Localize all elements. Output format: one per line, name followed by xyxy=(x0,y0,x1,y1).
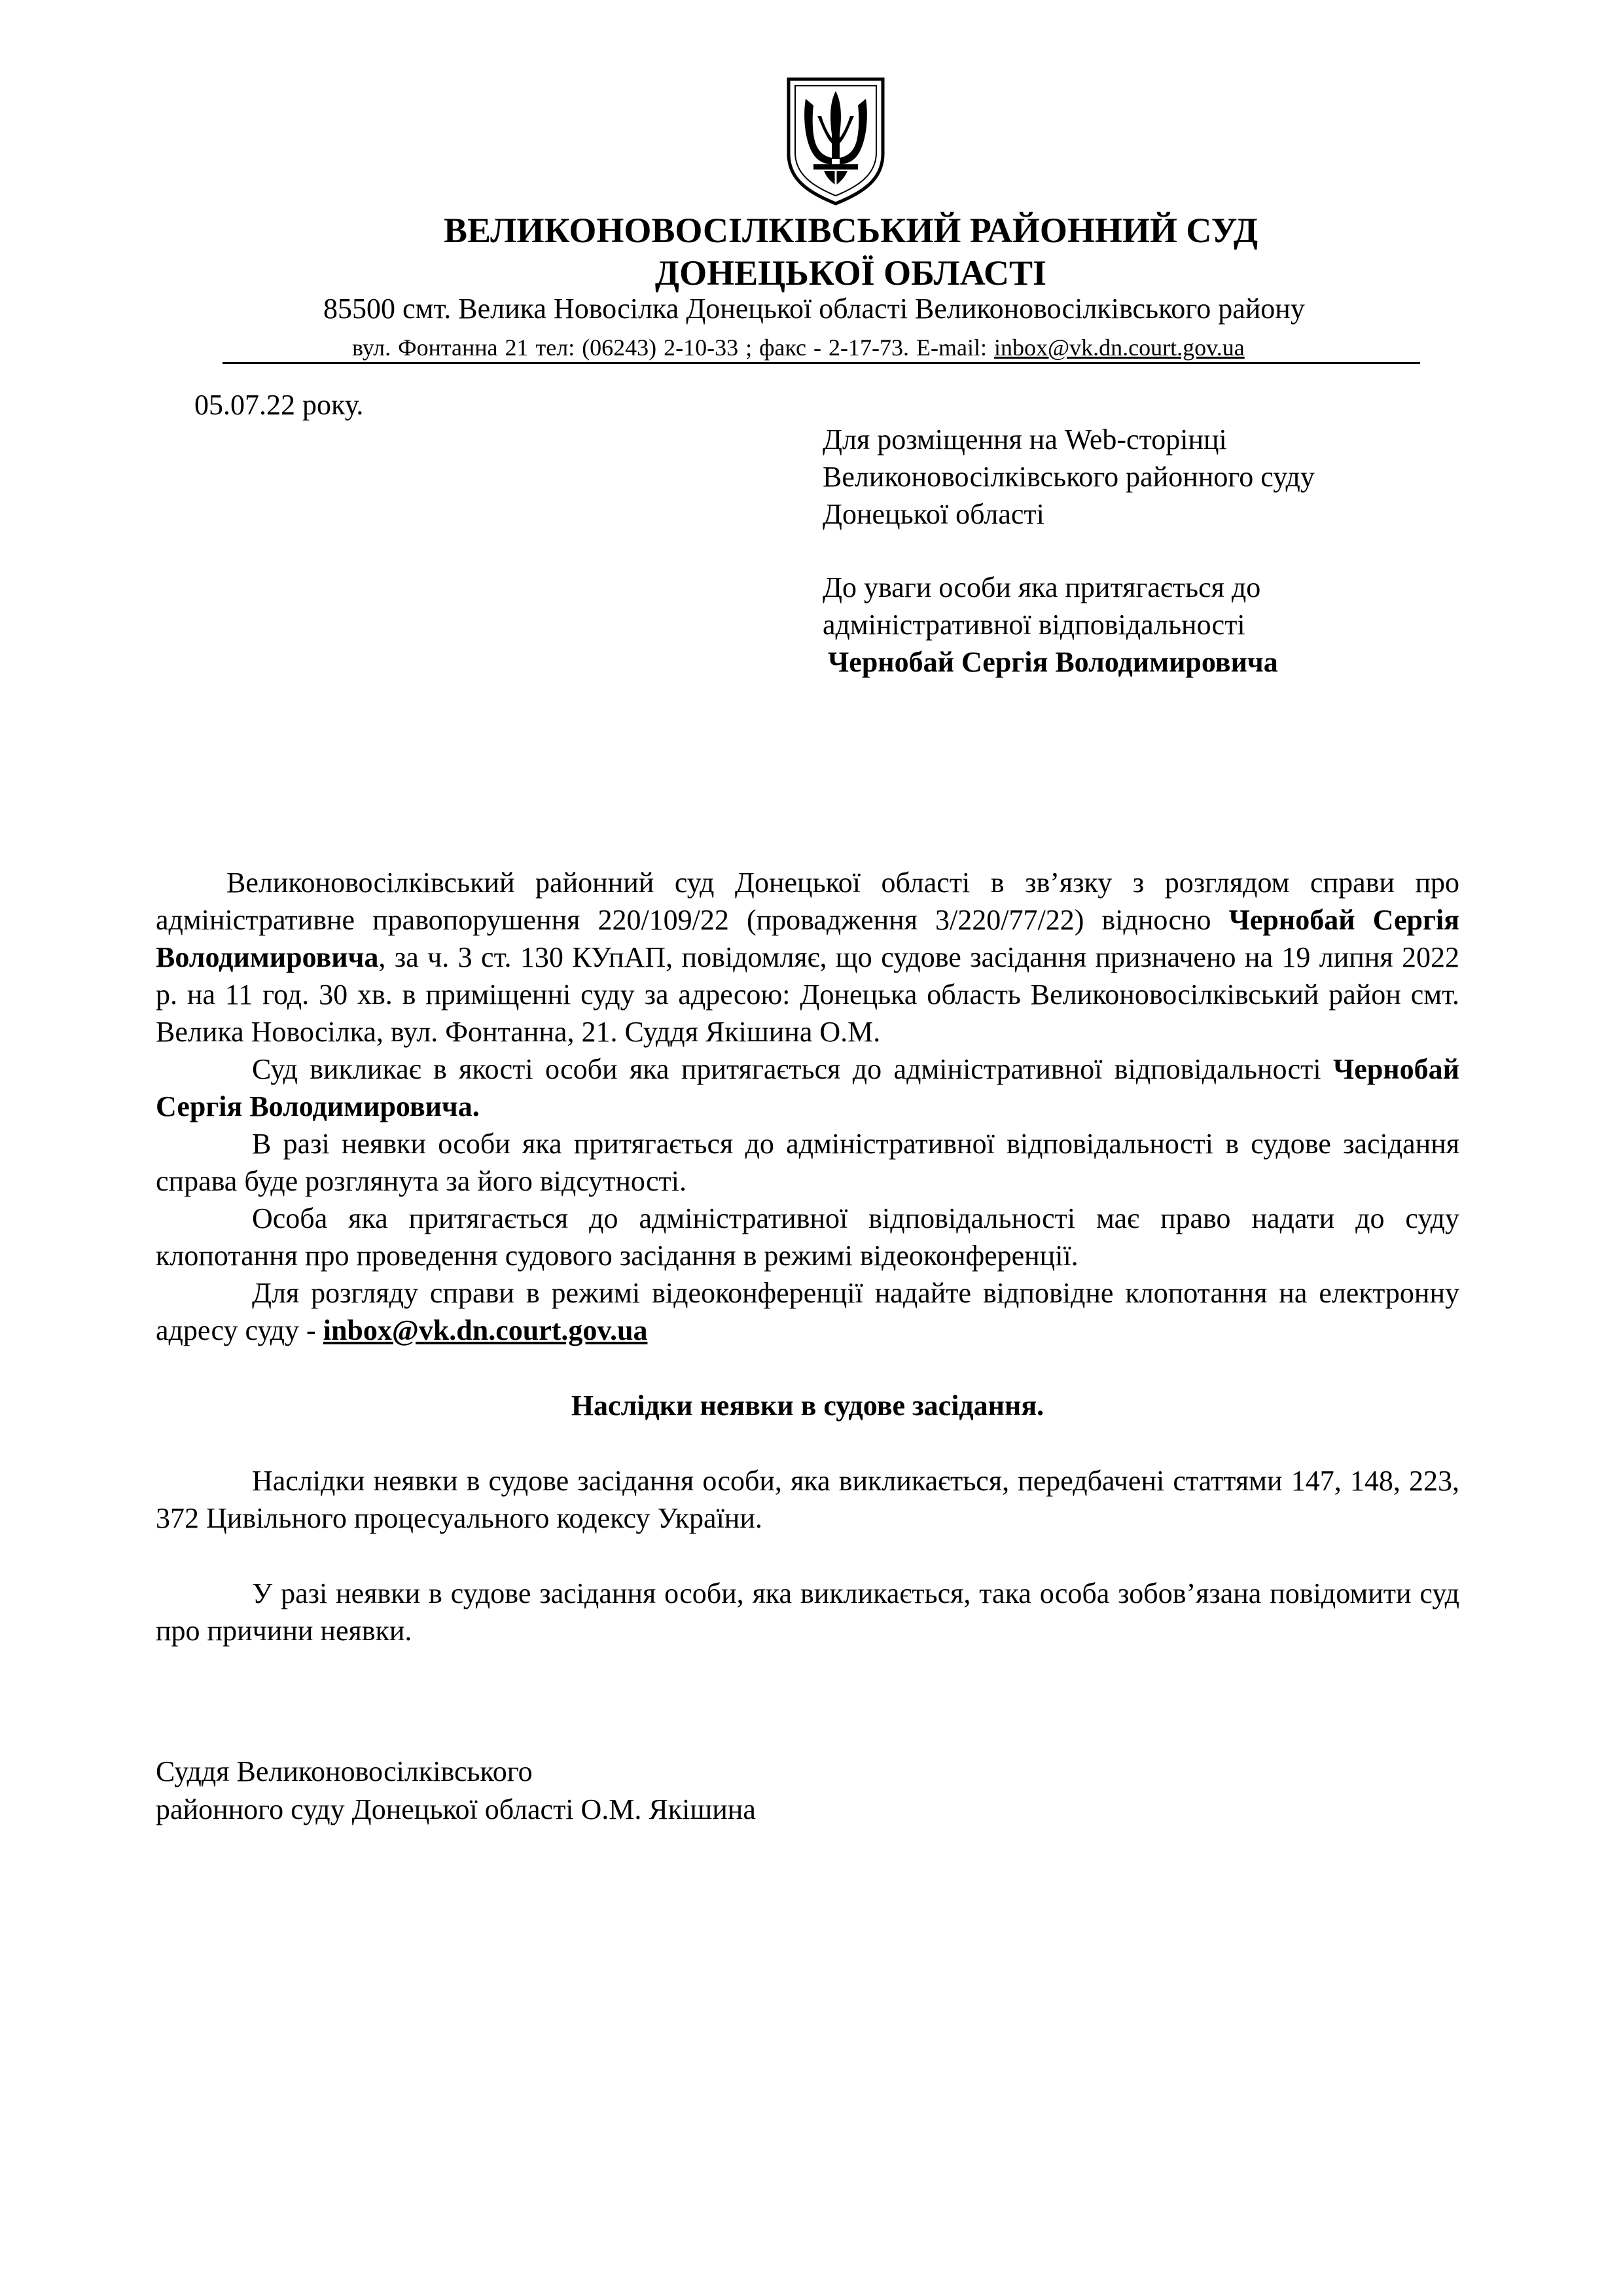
court-name-line-1: ВЕЛИКОНОВОСІЛКІВСЬКИЙ РАЙОННИЙ СУД xyxy=(443,211,1258,250)
addressee-block-person xyxy=(823,569,1278,681)
paragraph-video-right: Особа яка притягається до адміністративної відповідальності має право надати до суду клопотання про проведення судового засідання в режимі відеоконференції. xyxy=(156,1202,1459,1272)
notice-body xyxy=(156,864,1459,1649)
court-email-link[interactable]: inbox@vk.dn.court.gov.ua xyxy=(323,1314,648,1346)
consequences-heading: Наслідки неявки в судове засідання. xyxy=(571,1390,1044,1422)
addressee-line: Для розміщення на Web-сторінці xyxy=(823,423,1227,456)
paragraph-text: Великоновосілківський районний суд Донецької області в зв’язку з розглядом справи про адміністративне правопорушення 220/109/22 (провадження 3/220/77/22) відносно xyxy=(156,867,1459,936)
signature-line: Суддя Великоновосілківського xyxy=(156,1755,533,1787)
paragraph-text: Для розгляду справи в режимі відеоконференції надайте відповідне клопотання на електронну адресу суду - xyxy=(156,1277,1459,1346)
signature-line: районного суду Донецької області О.М. Якішина xyxy=(156,1793,756,1825)
addressee-line: адміністративної відповідальності xyxy=(823,609,1245,641)
judge-signature xyxy=(156,1753,756,1829)
addressee-line: Великоновосілківського районного суду xyxy=(823,461,1315,493)
court-contacts xyxy=(352,334,1245,361)
paragraph-absence: В разі неявки особи яка притягається до адміністративної відповідальності в судове засідання справа буде розглянута за його відсутності. xyxy=(156,1128,1459,1197)
person-name: Чернобай Сергія Володимировича xyxy=(156,904,1459,973)
header-email-link[interactable]: inbox@vk.dn.court.gov.ua xyxy=(993,334,1245,361)
contacts-text: вул. Фонтанна 21 тел: (06243) 2-10-33 ; факс - 2-17-73. E-mail: xyxy=(352,334,994,361)
paragraph-summons xyxy=(156,1050,1459,1125)
paragraph-consequences: Наслідки неявки в судове засідання особи, яка викликається, передбачені статтями 147, 148, 223, 372 Цивільного процесуального кодексу України. xyxy=(156,1465,1459,1534)
addressee-line: До уваги особи яка притягається до xyxy=(823,571,1261,603)
addressee-block-web xyxy=(823,421,1315,533)
paragraph-text: , за ч. 3 ст. 130 КУпАП, повідомляє, що судове засідання призначено на 19 липня 2022 р. на 11 год. 30 хв. в приміщенні суду за адресою: Донецька область Великоновосілківський район смт. Велика Новосілка, вул. Фонтанна, 21. Суддя Якішина О.М. xyxy=(156,941,1459,1048)
addressee-line: Донецької області xyxy=(823,498,1044,530)
addressee-name: Чернобай Сергія Володимировича xyxy=(828,646,1278,678)
court-name-line-2: ДОНЕЦЬКОЇ ОБЛАСТІ xyxy=(654,253,1047,293)
person-name: Чернобай Сергія Володимировича. xyxy=(156,1053,1459,1122)
trident-coat-of-arms-icon xyxy=(783,75,888,206)
paragraph-obligation: У разі неявки в судове засідання особи, яка викликається, така особа зобов’язана повідомити суд про причини неявки. xyxy=(156,1577,1459,1647)
header-divider xyxy=(223,362,1420,364)
paragraph-text: Суд викликає в якості особи яка притягається до адміністративної відповідальності xyxy=(252,1053,1333,1085)
paragraph-hearing-notice xyxy=(156,864,1459,1050)
document-date: 05.07.22 року. xyxy=(194,389,364,421)
court-address: 85500 смт. Велика Новосілка Донецької області Великоновосілківського району xyxy=(323,293,1305,325)
paragraph-video-request xyxy=(156,1274,1459,1349)
